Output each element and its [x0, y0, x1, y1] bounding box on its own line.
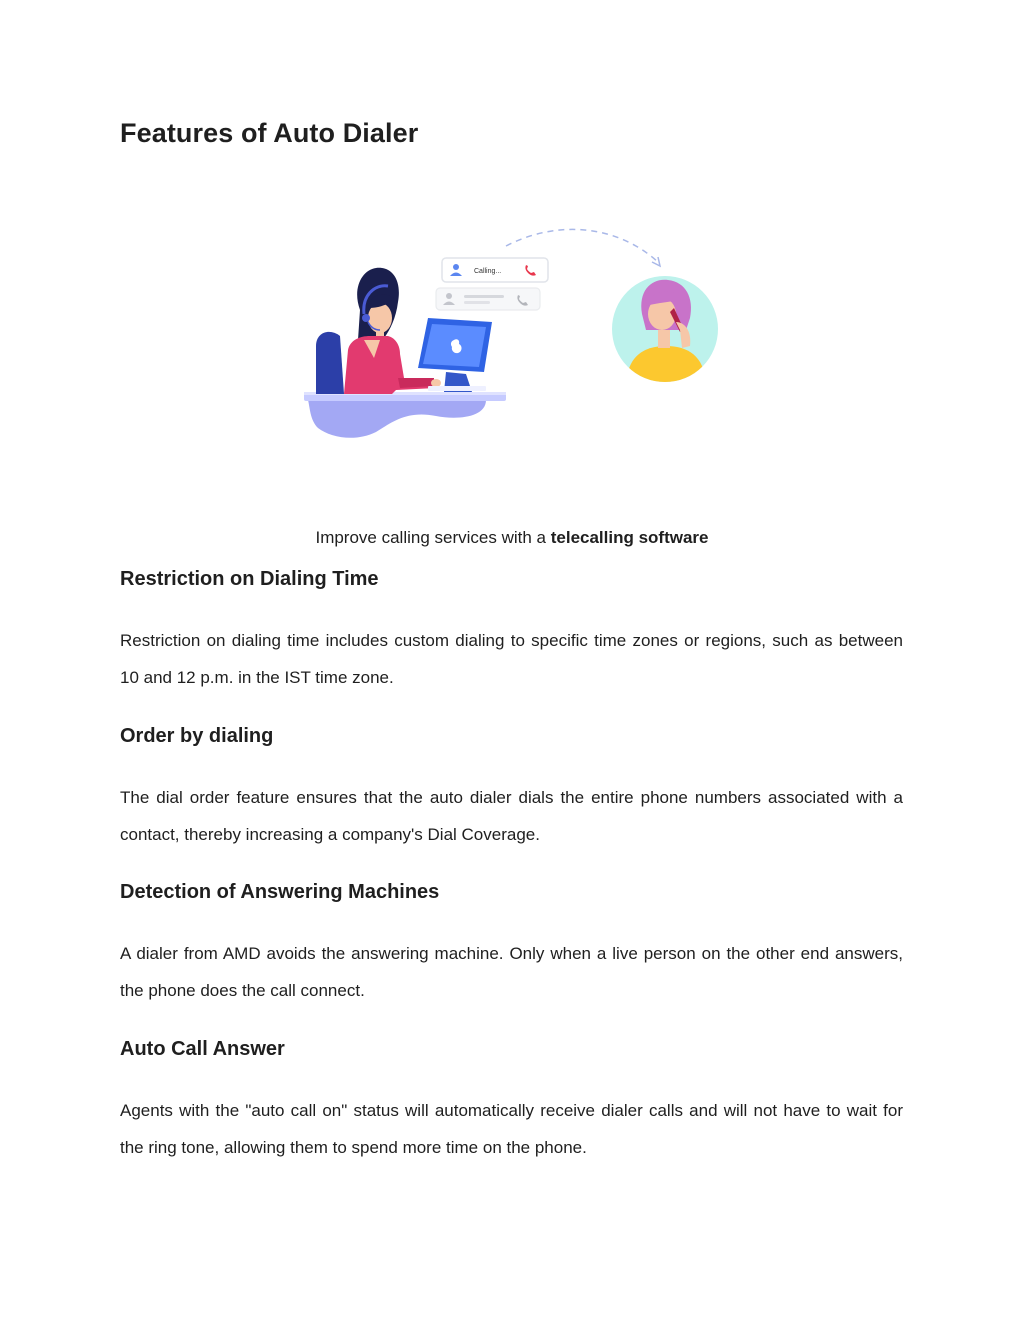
section-body: Restriction on dialing time includes custom dialing to specific time zones or regions, such as between 10 and 12 p.m. in the IST time zone.: [120, 631, 903, 687]
caption-text: Improve calling services with a: [315, 528, 551, 547]
caption-bold-link: telecalling software: [550, 528, 709, 547]
queued-call-card: [436, 288, 540, 310]
section-body: A dialer from AMD avoids the answering machine. Only when a live person on the other end answers, the phone does the call connect.: [120, 944, 903, 1000]
auto-dialer-illustration: [296, 218, 728, 444]
call-path-arrow: [506, 229, 658, 262]
section-body: Agents with the "auto call on" status will automatically receive dialer calls and will not have to wait for the ring tone, allowing them to spend more time on the phone.: [120, 1101, 903, 1157]
desk-base: [308, 400, 486, 438]
chair: [316, 332, 344, 394]
calling-card: [442, 258, 548, 282]
illustration-caption: [0, 528, 1024, 548]
customer-avatar: [612, 276, 718, 388]
section-heading: Detection of Answering Machines: [120, 881, 440, 903]
section-heading: Auto Call Answer: [120, 1038, 285, 1060]
calling-label: Calling...: [474, 268, 502, 275]
section-body: The dial order feature ensures that the auto dialer dials the entire phone numbers associated with a contact, thereby increasing a company's Dial Coverage.: [120, 788, 903, 844]
page-title: Features of Auto Dialer: [120, 118, 419, 148]
section-heading: Order by dialing: [120, 725, 274, 747]
section-heading: Restriction on Dialing Time: [120, 568, 379, 590]
